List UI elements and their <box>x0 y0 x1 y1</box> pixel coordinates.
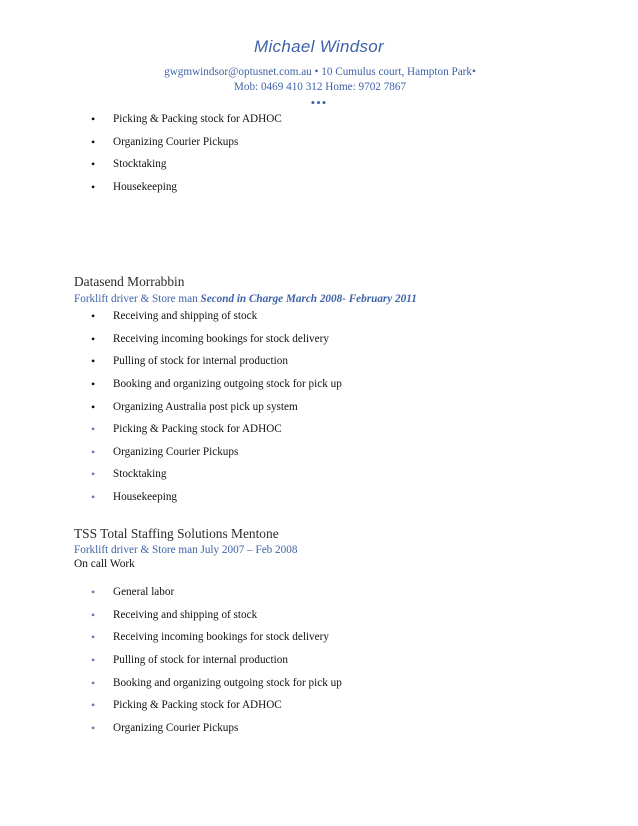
top-duty-list <box>91 112 282 203</box>
job-role: Forklift driver & Store man July 2007 – Feb 2008 <box>74 544 298 556</box>
contact-info <box>120 65 520 95</box>
bullet-icon: • <box>91 134 96 149</box>
job-role-period: Second in Charge March 2008- February 2011 <box>200 293 417 305</box>
job1-duty-list-continued <box>91 422 282 513</box>
list-item: • Housekeeping <box>91 180 178 195</box>
bullet-icon: • <box>91 490 96 505</box>
bullet-icon: • <box>91 180 96 195</box>
bullet-icon: • <box>91 422 96 436</box>
bullet-icon: • <box>91 157 96 172</box>
list-item: • Housekeeping <box>91 490 178 505</box>
bullet-icon: • <box>91 377 96 392</box>
list-item: • Stocktaking <box>91 467 167 482</box>
list-item: • Organizing Australia post pick up system <box>91 399 298 414</box>
list-item: • Picking & Packing stock for ADHOC <box>91 112 282 126</box>
list-item: • Pulling of stock for internal production <box>91 653 288 668</box>
bullet-icon: • <box>91 698 96 713</box>
job-role: Forklift driver & Store man Second in Charge March 2008- February 2011 <box>74 293 417 305</box>
contact-line-2: Mob: 0469 410 312 Home: 9702 7867 <box>233 81 407 93</box>
bullet-icon: • <box>91 112 96 126</box>
bullet-icon: • <box>91 607 96 622</box>
bullet-icon: • <box>91 354 96 369</box>
list-item: • Stocktaking <box>91 157 167 172</box>
contact-line-1: gwgmwindsor@optusnet.com.au • 10 Cumulus court, Hampton Park• <box>164 66 476 78</box>
list-item: • Booking and organizing outgoing stock for pick up <box>91 675 342 690</box>
bullet-icon: • <box>91 721 96 736</box>
job2-duty-list <box>91 585 342 744</box>
resume-name: Michael Windsor <box>254 37 384 56</box>
list-item: • Organizing Courier Pickups <box>91 134 239 149</box>
list-item: • Picking & Packing stock for ADHOC <box>91 422 282 436</box>
job1-duty-list <box>91 309 342 422</box>
list-item: • Booking and organizing outgoing stock for pick up <box>91 377 342 392</box>
list-item: • General labor <box>91 585 175 599</box>
list-item: • Organizing Courier Pickups <box>91 721 239 736</box>
job-note: On call Work <box>74 558 135 570</box>
list-item: • Organizing Courier Pickups <box>91 444 239 459</box>
bullet-icon: • <box>91 309 96 323</box>
bullet-icon: • <box>91 585 96 599</box>
bullet-icon: • <box>91 399 96 414</box>
list-item: • Receiving and shipping of stock <box>91 309 258 323</box>
list-item: • Receiving incoming bookings for stock delivery <box>91 331 329 346</box>
bullet-icon: • <box>91 675 96 690</box>
bullet-icon: • <box>91 331 96 346</box>
list-item: • Receiving and shipping of stock <box>91 607 258 622</box>
bullet-icon: • <box>91 653 96 668</box>
job-company: Datasend Morrabbin <box>74 274 185 289</box>
bullet-icon: • <box>91 630 96 645</box>
list-item: • Receiving incoming bookings for stock delivery <box>91 630 329 645</box>
job-company: TSS Total Staffing Solutions Mentone <box>74 526 279 541</box>
bullet-icon: • <box>91 467 96 482</box>
list-item: • Picking & Packing stock for ADHOC <box>91 698 282 713</box>
list-item: • Pulling of stock for internal production <box>91 354 288 369</box>
header-divider: ••• <box>310 95 328 110</box>
bullet-icon: • <box>91 444 96 459</box>
